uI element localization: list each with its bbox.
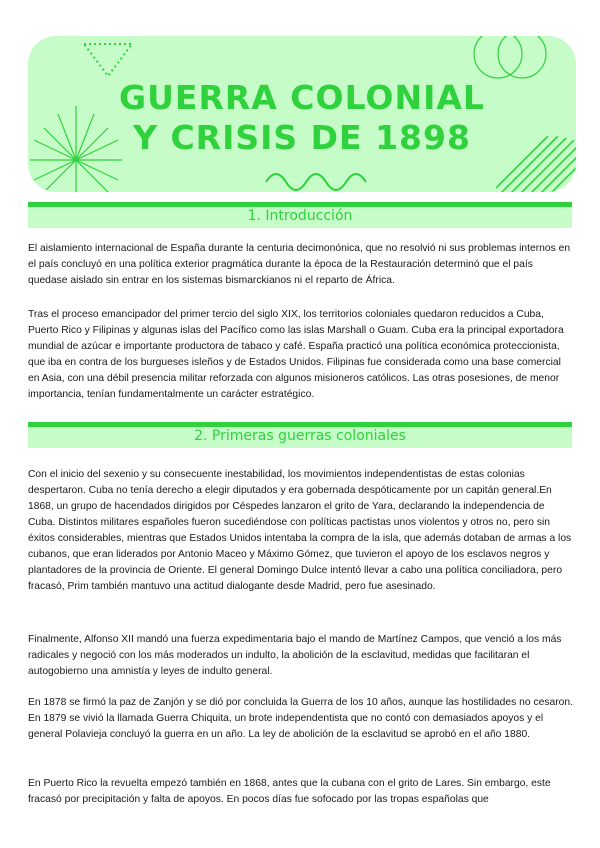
title-line-1: GUERRA COLONIAL bbox=[119, 78, 485, 117]
page-title bbox=[28, 78, 576, 158]
section-heading-primeras-guerras bbox=[28, 422, 572, 448]
section-heading-introduccion bbox=[28, 202, 572, 228]
circles-icon bbox=[474, 36, 546, 78]
wave-icon bbox=[266, 174, 366, 190]
title-banner bbox=[28, 36, 576, 192]
triangle-icon bbox=[84, 44, 132, 76]
paragraph: En Puerto Rico la revuelta empezó también en 1868, antes que la cubana con el grito de Lares. Sin embargo, este fracasó por precipitación y falta de apoyos. En pocos días fue sofocado por las tropas españolas que bbox=[28, 778, 551, 805]
paragraph: Con el inicio del sexenio y su consecuente inestabilidad, los movimientos independentistas de estas colonias despertaron. Cuba no tenía derecho a elegir diputados y era gobernada despóticamente por un capitán general.En 1868, un grupo de hacendados dirigidos por Céspedes lanzaron el grito de Yara, declarando la independencia de Cuba. Distintos militares españoles fueron sucediéndose con políticas pactistas unos violentos y otros no, pero sin éxitos considerables, mientras que Estados Unidos intentaba la compra de la isla, que además dotaban de armas a los cubanos, que eran liderados por Antonio Maceo y Máximo Gómez, que tuvieron el apoyo de los esclavos negros y plantadores de la provincia de Oriente. El general Domingo Dulce intentó llevar a cabo una política conciliadora, pero fracasó, Prim también mantuvo una actitud dialogante desde Madrid, pero fue asesinado. bbox=[28, 469, 572, 592]
title-line-2: Y CRISIS DE 1898 bbox=[133, 118, 471, 157]
section-title: 2. Primeras guerras coloniales bbox=[194, 428, 406, 444]
paragraph: Finalmente, Alfonso XII mandó una fuerza expedimentaria bajo el mando de Martínez Campos, que venció a los más radicales y negoció con los más moderados un indulto, la abolición de la esclavitud, medidas que facilitaran el autogobierno una amnistía y leyes de indulto general. bbox=[28, 634, 562, 677]
paragraph: Tras el proceso emancipador del primer tercio del siglo XIX, los territorios coloniales quedaron reducidos a Cuba, Puerto Rico y Filipinas y algunas islas del Pacífico como las islas Marshall o Guam. Cuba era la principal exportadora mundial de azúcar e importante productora de tabaco y café. España practicó una política económica proteccionista, que iba en contra de los burgueses isleños y de Estados Unidos. Filipinas fue considerada como una base comercial en Asia, con una débil presencia militar reforzada con algunos misioneros católicos. Las otras posesiones, de menor importancia, tenían fundamentalmente un carácter estratégico. bbox=[28, 309, 564, 400]
section-rule bbox=[28, 202, 572, 207]
paragraph: El aislamiento internacional de España durante la centuria decimonónica, que no resolvió ni sus problemas internos en el país concluyó en una política exterior pragmática durante la época de la Restauración determinó que el país quedase aislado sin entrar en los sistemas bismarckianos ni el reparto de África. bbox=[28, 243, 571, 286]
section-rule bbox=[28, 422, 572, 427]
paragraph: En 1878 se firmó la paz de Zanjón y se dió por concluida la Guerra de los 10 años, aunque las hostilidades no cesaron. En 1879 se vivió la llamada Guerra Chiquita, un brote independentista que no contó con demasiados apoyos y el general Polavieja concluyó la guerra en un año. La ley de abolición de la esclavitud se aprobó en el año 1880. bbox=[28, 697, 573, 740]
section-title: 1. Introducción bbox=[247, 208, 353, 224]
